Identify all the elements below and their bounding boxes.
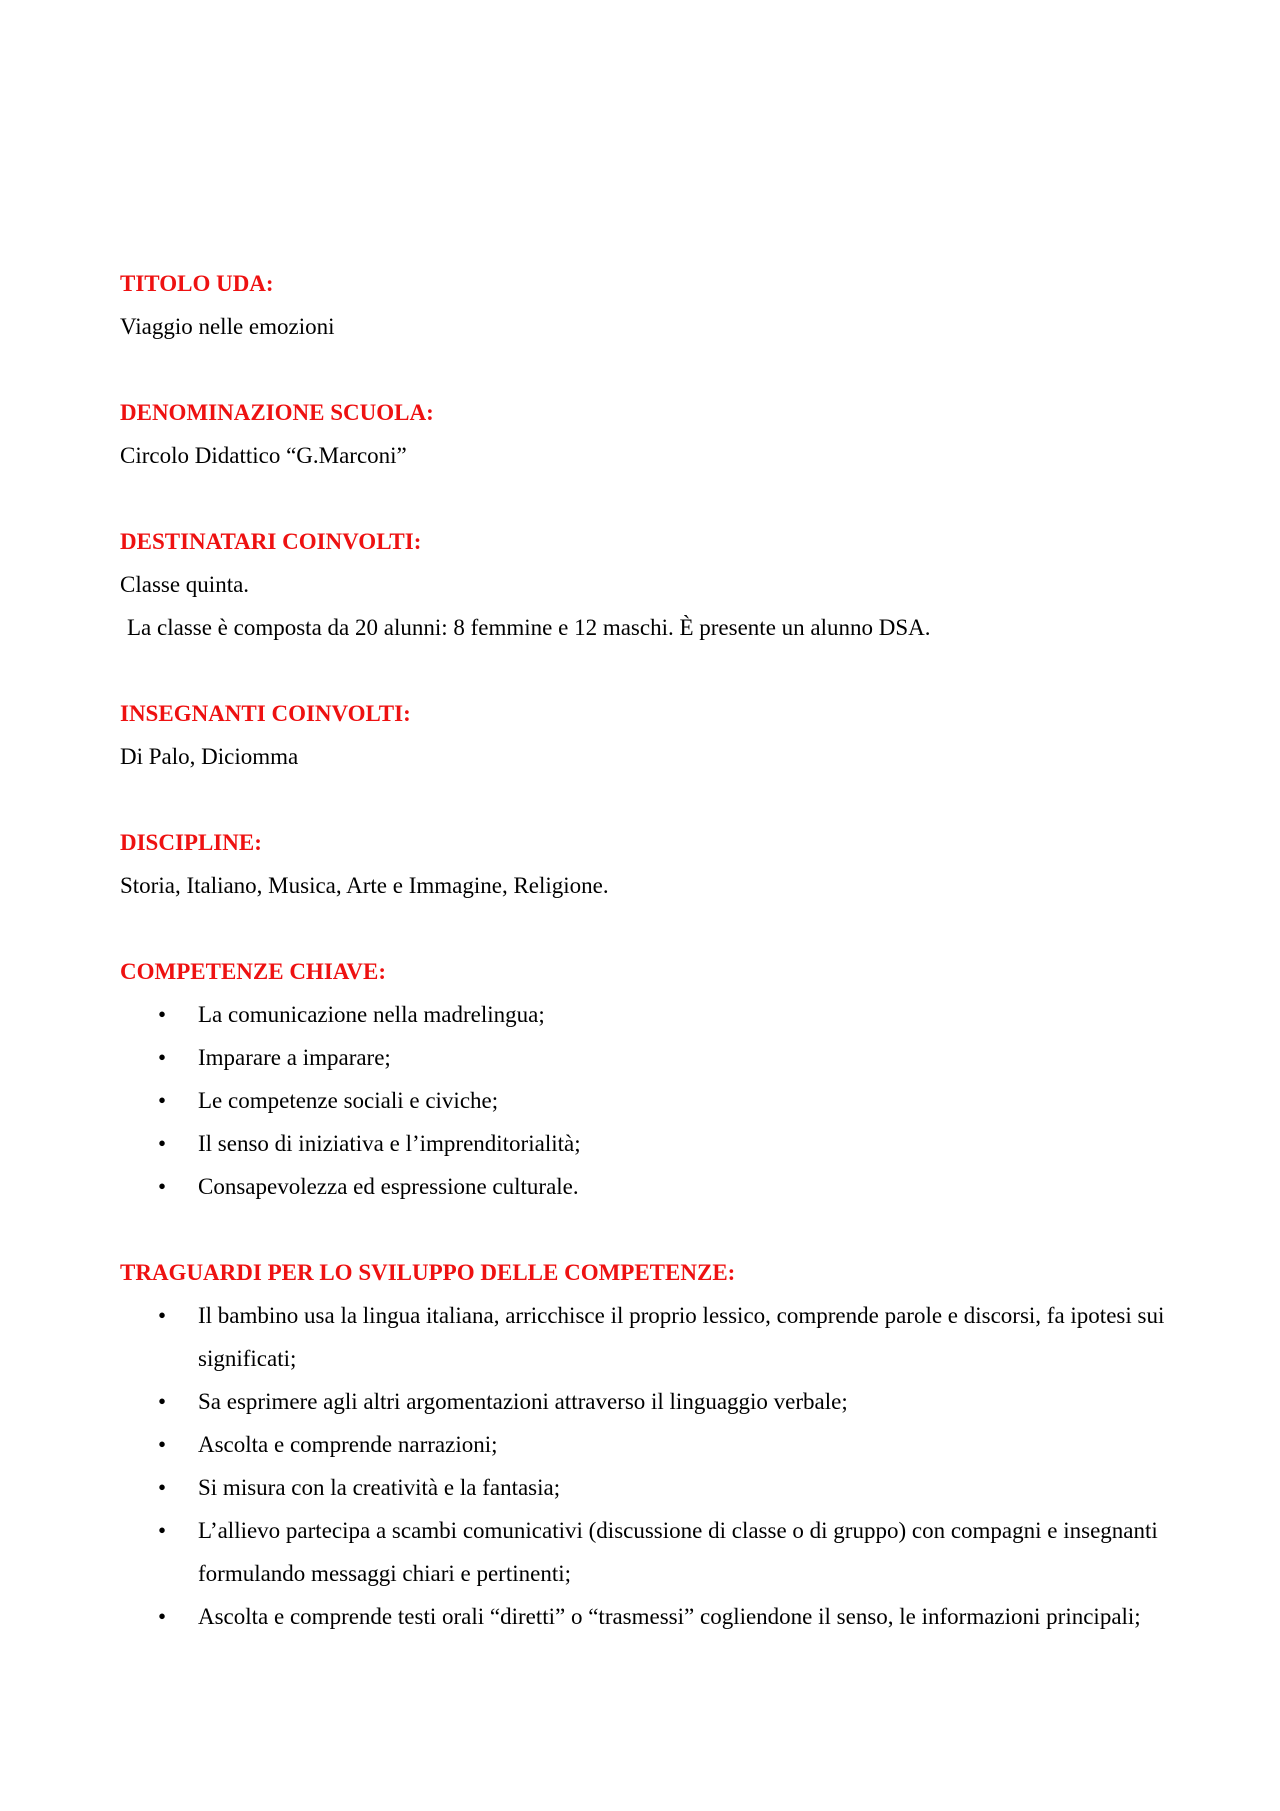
bullet-icon: • [158,1432,167,1457]
list-item [120,1466,1263,1509]
list-item-text: La comunicazione nella madrelingua; [198,1002,545,1027]
bullet-icon: • [158,1088,167,1113]
list-item [120,1294,1263,1380]
competenze-list [120,993,1170,1208]
titolo-uda-value: Viaggio nelle emozioni [120,314,335,339]
denominazione-scuola-value: Circolo Didattico “G.Marconi” [120,443,407,468]
list-item [120,1165,1263,1208]
list-item [120,993,1263,1036]
heading-discipline: DISCIPLINE: [120,830,262,855]
spacer [120,649,1170,692]
list-item [120,1380,1263,1423]
heading-denominazione-scuola: DENOMINAZIONE SCUOLA: [120,400,434,425]
spacer [120,1208,1170,1251]
list-item-text: Si misura con la creatività e la fantasia; [198,1475,561,1500]
insegnanti-value: Di Palo, Diciomma [120,744,299,769]
bullet-icon: • [158,1518,167,1543]
list-item-text: Ascolta e comprende narrazioni; [198,1432,498,1457]
destinatari-line-2: La classe è composta da 20 alunni: 8 femmine e 12 maschi. È presente un alunno DSA. [127,615,931,640]
list-item-text: Le competenze sociali e civiche; [198,1088,499,1113]
list-item [120,1079,1263,1122]
spacer [120,778,1170,821]
list-item [120,1122,1263,1165]
heading-titolo-uda: TITOLO UDA: [120,271,274,296]
bullet-icon: • [158,1045,167,1070]
list-item-text: Consapevolezza ed espressione culturale. [198,1174,579,1199]
heading-competenze-chiave: COMPETENZE CHIAVE: [120,959,387,984]
discipline-value: Storia, Italiano, Musica, Arte e Immagine, Religione. [120,873,609,898]
bullet-icon: • [158,1389,167,1414]
list-item-text: Ascolta e comprende testi orali “diretti” o “trasmessi” cogliendone il senso, le informazioni principali; [198,1604,1141,1629]
document-content [120,262,1170,1638]
traguardi-list [120,1294,1170,1638]
bullet-icon: • [158,1174,167,1199]
spacer [120,348,1170,391]
list-item [120,1595,1263,1638]
heading-insegnanti: INSEGNANTI COINVOLTI: [120,701,411,726]
bullet-icon: • [158,1475,167,1500]
list-item-text: Il bambino usa la lingua italiana, arricchisce il proprio lessico, comprende parole e discorsi, fa ipotesi sui significati; [198,1303,1165,1371]
list-item [120,1509,1263,1595]
heading-destinatari: DESTINATARI COINVOLTI: [120,529,422,554]
bullet-icon: • [158,1303,167,1328]
list-item [120,1423,1263,1466]
spacer [120,907,1170,950]
bullet-icon: • [158,1604,167,1629]
list-item-text: Il senso di iniziativa e l’imprenditorialità; [198,1131,581,1156]
spacer [120,477,1170,520]
list-item [120,1036,1263,1079]
heading-traguardi: TRAGUARDI PER LO SVILUPPO DELLE COMPETENZE: [120,1260,736,1285]
bullet-icon: • [158,1002,167,1027]
list-item-text: Imparare a imparare; [198,1045,391,1070]
list-item-text: Sa esprimere agli altri argomentazioni attraverso il linguaggio verbale; [198,1389,848,1414]
destinatari-line-1: Classe quinta. [120,572,250,597]
bullet-icon: • [158,1131,167,1156]
list-item-text: L’allievo partecipa a scambi comunicativi (discussione di classe o di gruppo) con compagni e insegnanti formulando messaggi chiari e pertinenti; [198,1518,1158,1586]
